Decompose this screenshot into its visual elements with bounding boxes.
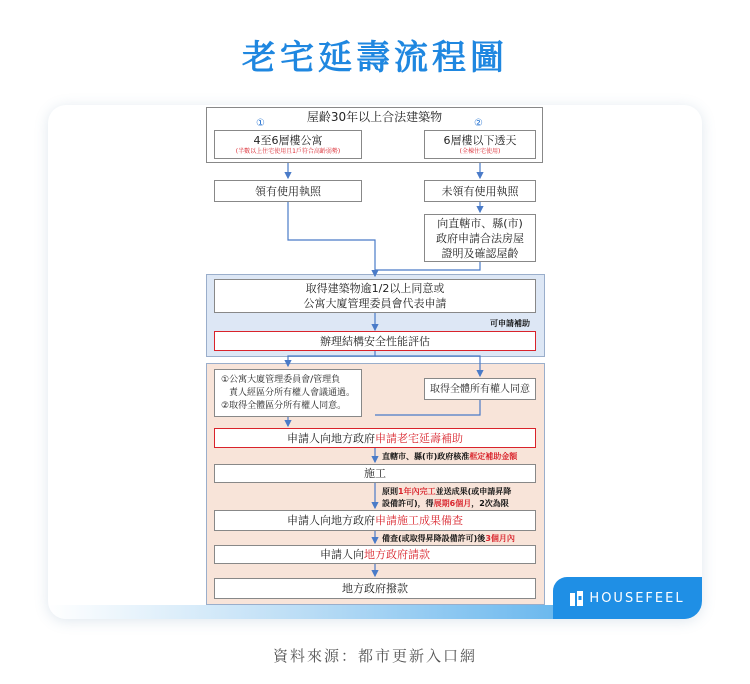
completion-l1-red: 1年內完工 <box>398 487 436 496</box>
left-consent-box <box>214 369 362 417</box>
completion-l1-post: 並送成果(或申請昇降 <box>435 487 512 496</box>
left-license-box <box>214 180 362 202</box>
record-note-red: 3個月內 <box>485 534 515 543</box>
safety-eval-label: 辦理結構安全性能評估 <box>320 334 430 348</box>
left-license-label: 領有使用執照 <box>255 184 321 198</box>
safety-eval-box <box>214 331 536 351</box>
left-consent-line-2: 責人經區分所有權人會議通過。 <box>229 387 356 398</box>
apply-subsidy-red: 申請老宅延壽補助 <box>375 431 463 445</box>
source-caption: 資料來源：都市更新入口網 <box>272 647 477 665</box>
legal-house-apply-box <box>424 214 536 262</box>
marker-2: ② <box>474 118 483 129</box>
completion-l2-post: ，2次為限 <box>471 499 509 508</box>
house-icon <box>570 591 583 606</box>
approve-note-red: 框定補助金額 <box>469 452 518 461</box>
record-note-pre: 備查(或取得昇降設備許可)後 <box>382 534 486 543</box>
page-title: 老宅延壽流程圖 <box>242 38 508 78</box>
apply-record-box <box>214 510 536 531</box>
apply-subsidy-box <box>214 428 536 448</box>
completion-l1-pre: 原則 <box>382 487 398 496</box>
right-type-box <box>424 130 536 159</box>
consent-box <box>214 279 536 313</box>
apply-record-red: 申請施工成果備查 <box>375 514 463 527</box>
right-license-box <box>424 180 536 202</box>
marker-1: ① <box>256 118 265 129</box>
right-type-note: (全棟住宅使用) <box>459 148 501 155</box>
subsidy-tag: 可申請補助 <box>490 319 530 328</box>
right-consent-box <box>424 378 536 400</box>
left-type-box <box>214 130 362 159</box>
completion-l2-red: 展期6個月 <box>433 499 472 508</box>
apply-line-3: 證明及確認屋齡 <box>441 246 519 260</box>
apply-subsidy-prefix: 申請人向地方政府 <box>287 431 375 445</box>
apply-line-2: 政府申請合法房屋 <box>436 231 524 245</box>
request-red: 地方政府請款 <box>364 548 430 561</box>
top-title: 屋齡30年以上合法建築物 <box>306 110 443 124</box>
construction-box <box>214 464 536 483</box>
right-type-label: 6層樓以下透天 <box>443 134 517 147</box>
left-consent-line-1: ①公寓大廈管理委員會/管理負 <box>221 374 341 385</box>
approve-note <box>382 451 517 463</box>
apply-record-prefix: 申請人向地方政府 <box>287 514 375 527</box>
consent-line-1: 取得建築物逾1/2以上同意或 <box>305 282 445 295</box>
apply-line-1: 向直轄市、縣(市) <box>437 216 523 230</box>
left-type-label: 4至6層樓公寓 <box>253 134 323 147</box>
completion-l2-pre: 設備許可)，得 <box>382 499 434 508</box>
consent-line-2: 公寓大廈管理委員會代表申請 <box>303 297 447 310</box>
disburse-label: 地方政府撥款 <box>342 582 408 595</box>
right-license-label: 未領有使用執照 <box>441 184 519 198</box>
right-consent-label: 取得全體所有權人同意 <box>430 383 530 395</box>
left-consent-line-3: ②取得全體區分所有權人同意。 <box>221 400 347 411</box>
request-prefix: 申請人向 <box>320 548 364 561</box>
disburse-box <box>214 578 536 599</box>
housefeel-logo <box>553 577 702 619</box>
construction-label: 施工 <box>364 467 386 480</box>
request-payment-box <box>214 545 536 564</box>
completion-note <box>382 486 511 510</box>
approve-note-pre: 直轄市、縣(市)政府核准 <box>382 452 470 461</box>
record-note <box>382 533 515 545</box>
left-type-note: (半數以上住宅使用且1戶符合高齡弱勢) <box>235 148 341 155</box>
brand-name: HOUSEFEEL <box>589 590 685 606</box>
